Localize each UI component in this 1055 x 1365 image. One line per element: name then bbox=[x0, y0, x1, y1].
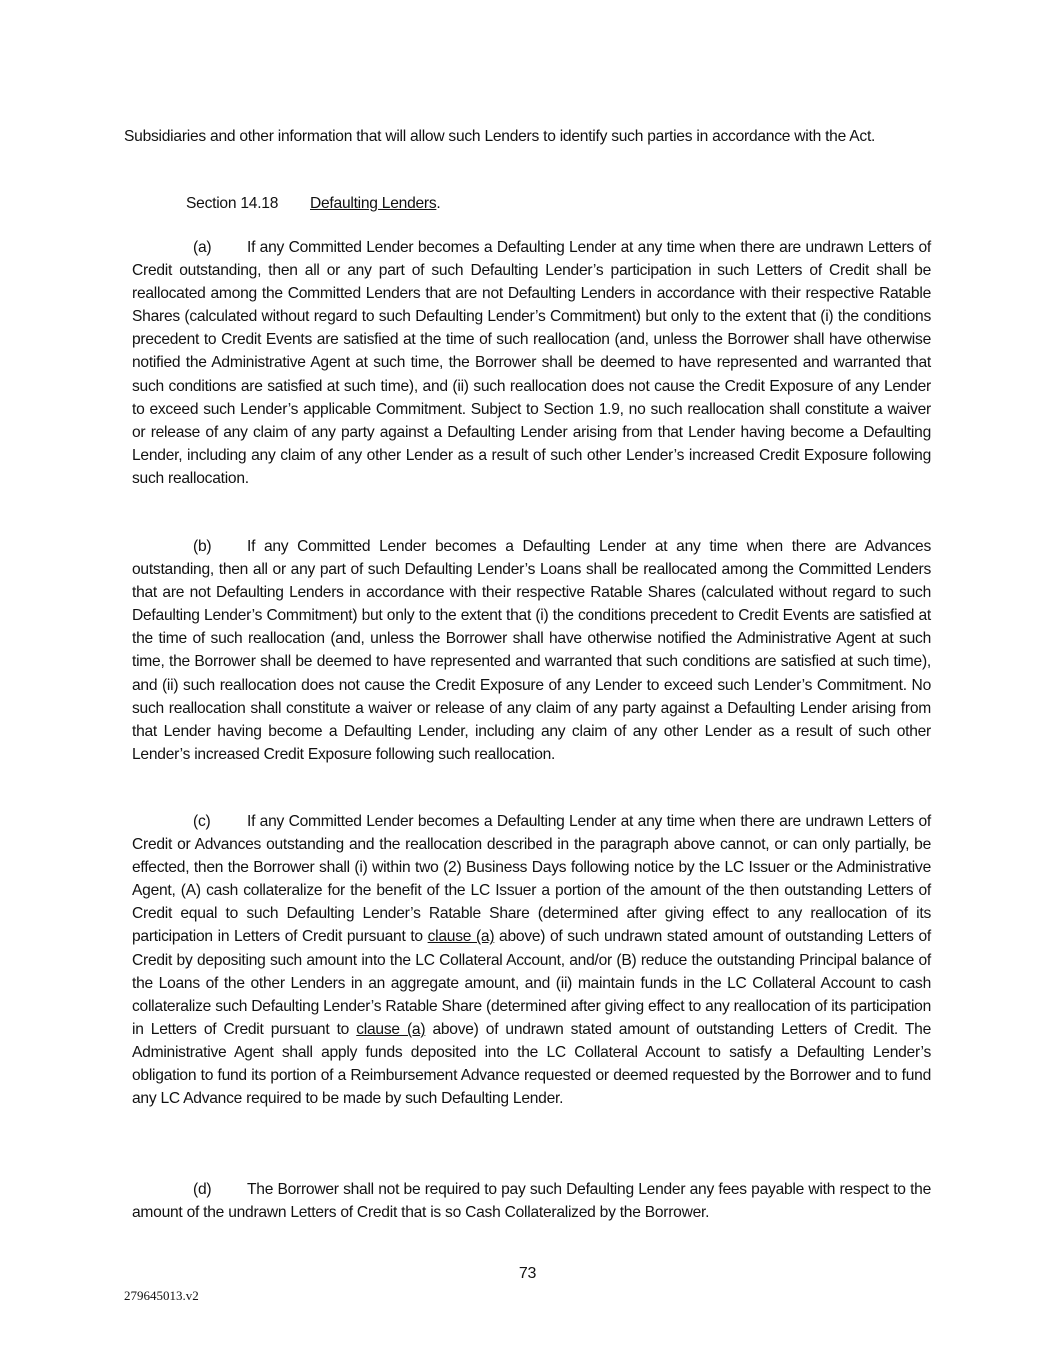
section-title: Defaulting Lenders bbox=[310, 195, 437, 212]
paragraph-label: (a) bbox=[193, 239, 212, 256]
paragraph-label: (c) bbox=[193, 813, 211, 830]
section-title-period: . bbox=[436, 195, 441, 212]
paragraph-text: above) of such undrawn stated amount of outstanding Letters of Credit by depositing such amount into the LC Collateral Account, and/or (B) reduce the outstanding Principal balance of the Loans of the other Lenders in an aggregate amount, and (ii) maintain funds in the LC Collateral Account to cash collateralize such Defaulting Lender’s Ratable Share (determined after giving effect to any reallocation of its participation in Letters of Credit pursuant to bbox=[132, 928, 932, 1038]
clause-a-reference: clause (a) bbox=[356, 1020, 426, 1038]
paragraph-c bbox=[132, 810, 931, 1110]
page-number: 73 bbox=[518, 1265, 537, 1282]
intro-paragraph: Subsidiaries and other information that will allow such Lenders to identify such parties in accordance with the Act. bbox=[124, 128, 876, 145]
paragraph-text: above) of undrawn stated amount of outstanding Letters of Credit. The Administrative Agent shall apply funds deposited into the LC Collateral Account to satisfy a Defaulting Lender’s obligation to fund its portion of a Reimbursement Advance requested or deemed requested by the Borrower and to fund any LC Advance required to be made by such Defaulting Lender. bbox=[132, 1020, 932, 1108]
document-id: 279645013.v2 bbox=[124, 1288, 199, 1303]
paragraph-text: If any Committed Lender becomes a Defaulting Lender at any time when there are undrawn Letters of Credit or Advances outstanding and the reallocation described in the paragraph above cannot, or can only partially, be effected, then the Borrower shall (i) within two (2) Business Days following notice by the LC Issuer or the Administrative Agent, (A) cash collateralize for the benefit of the LC Issuer a portion of the amount of the then outstanding Letters of Credit equal to such Defaulting Lender’s Ratable Share (determined after giving effect to any reallocation of its participation in Letters of Credit pursuant to bbox=[132, 813, 931, 946]
clause-a-reference: clause (a) bbox=[427, 928, 495, 946]
paragraph-d bbox=[132, 1178, 931, 1224]
paragraph-text: If any Committed Lender becomes a Defaulting Lender at any time when there are undrawn Letters of Credit outstanding, then all or any part of such Defaulting Lender’s participation in such Letters of Credit shall be reallocated among the Committed Lenders that are not Defaulting Lenders in accordance with their respective Ratable Shares (calculated without regard to such Defaulting Lender’s Commitment) but only to the extent that (i) the conditions precedent to Credit Events are satisfied at the time of such reallocation (and, unless the Borrower shall have otherwise notified the Administrative Agent at such time, the Borrower shall be deemed to have represented and warranted that such conditions are satisfied at such time), and (ii) such reallocation does not cause the Credit Exposure of any Lender to exceed such Lender’s applicable Commitment. Subject to Section 1.9, no such reallocation shall constitute a waiver or release of any claim of any party against a Defaulting Lender arising from that Lender having become a Defaulting Lender, including any claim of any other Lender as a result of such other Lender’s increased Credit Exposure following such reallocation. bbox=[132, 239, 931, 487]
paragraph-text: If any Committed Lender becomes a Defaulting Lender at any time when there are Advances outstanding, then all or any part of such Defaulting Lender’s Loans shall be reallocated among the Committed Lenders that are not Defaulting Lenders in accordance with their respective Ratable Shares (calculated without regard to such Defaulting Lender’s Commitment) but only to the extent that (i) the conditions precedent to Credit Events are satisfied at the time of such reallocation (and, unless the Borrower shall have otherwise notified the Administrative Agent at such time, the Borrower shall be deemed to have represented and warranted that such conditions are satisfied at such time), and (ii) such reallocation does not cause the Credit Exposure of any Lender to exceed such Lender’s Commitment. No such reallocation shall constitute a waiver or release of any claim of any party against a Defaulting Lender arising from that Lender having become a Defaulting Lender, including any claim of any other Lender as a result of such other Lender’s increased Credit Exposure following such reallocation. bbox=[132, 538, 931, 763]
paragraph-a bbox=[132, 236, 931, 490]
paragraph-label: (d) bbox=[193, 1181, 212, 1198]
paragraph-text: The Borrower shall not be required to pay such Defaulting Lender any fees payable with respect to the amount of the undrawn Letters of Credit that is so Cash Collateralized by the Borrower. bbox=[132, 1181, 931, 1222]
paragraph-label: (b) bbox=[193, 538, 212, 555]
section-heading bbox=[186, 192, 441, 215]
paragraph-b bbox=[132, 535, 931, 766]
section-number: Section 14.18 bbox=[186, 195, 279, 212]
